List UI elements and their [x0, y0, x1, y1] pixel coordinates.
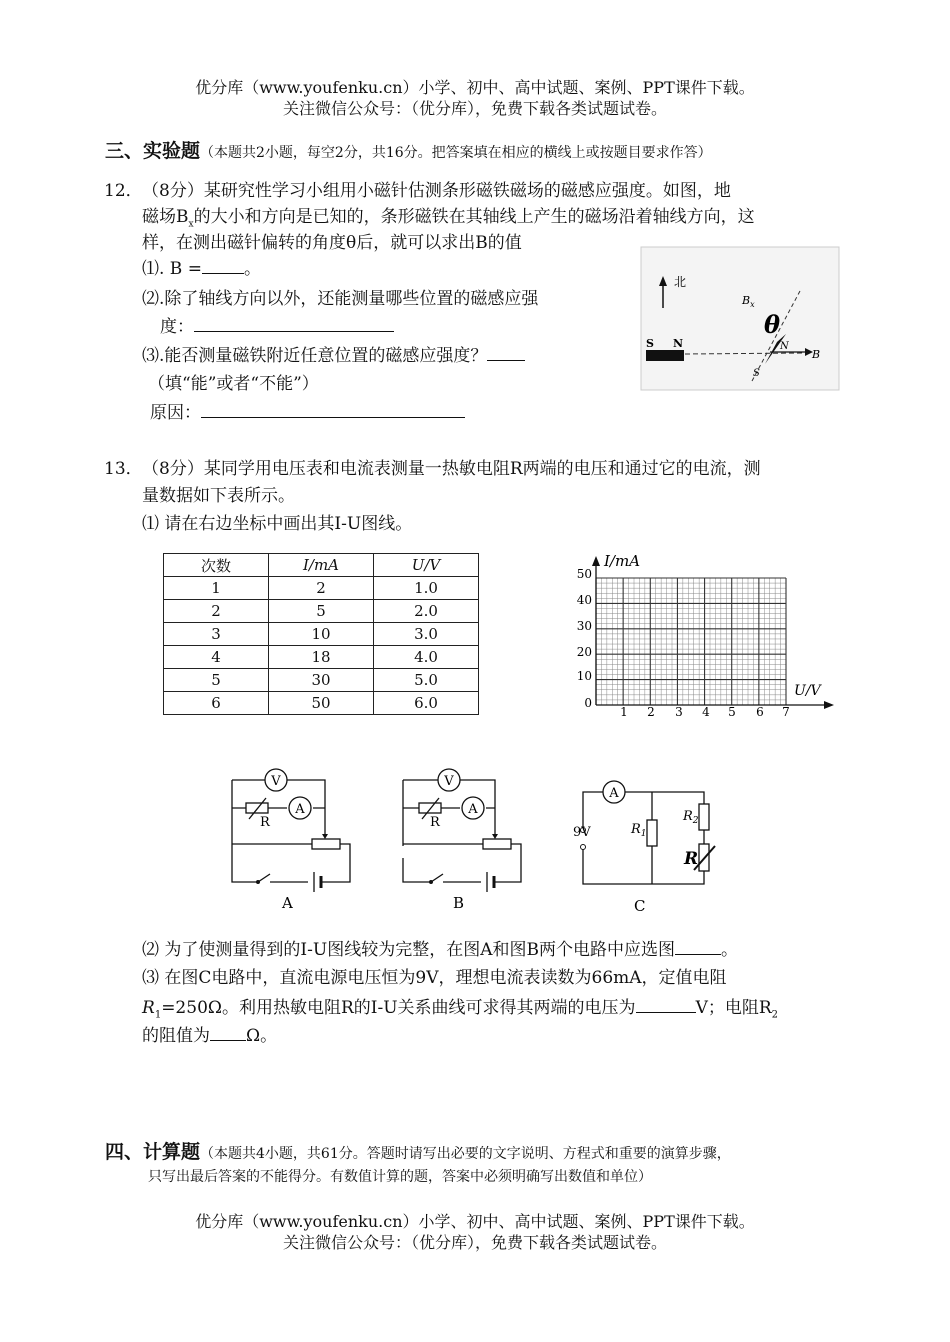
- q12-part-1-text: ⑴. B =: [142, 259, 202, 279]
- section-3-note: （本题共2小题，每空2分，共16分。把答案填在相应的横线上或按题目要求作答）: [200, 145, 712, 161]
- circuit-b-rheostat: [483, 839, 511, 849]
- circuit-c-source-label: 9V: [573, 825, 591, 840]
- graph-xlabel: U/V: [794, 683, 821, 699]
- bar-s-label: S: [646, 337, 654, 350]
- table-cell: 5.0: [374, 669, 479, 692]
- q12-reason-label: 原因：: [150, 403, 201, 423]
- table-cell: 2.0: [374, 600, 479, 623]
- theta-label: θ: [764, 310, 781, 339]
- q13-part-3c-text: 的阻值为: [142, 1026, 210, 1046]
- circuit-c: [570, 774, 720, 918]
- table-header: 次数: [164, 554, 269, 577]
- bar-magnet: [646, 350, 684, 361]
- q12-part-1: [142, 256, 261, 282]
- iu-graph[interactable]: [570, 548, 840, 720]
- circuit-c-a-label: A: [609, 786, 619, 801]
- table-cell: 6: [164, 692, 269, 715]
- table-cell: 4: [164, 646, 269, 669]
- table-cell: 18: [269, 646, 374, 669]
- graph-ytick: 10: [576, 669, 592, 683]
- circuit-b-slider: [492, 834, 498, 839]
- q12-number: 12．: [104, 181, 143, 201]
- section-4-heading: [105, 1137, 731, 1164]
- section-4-note-2: 只写出最后答案的不能得分。有数值计算的题，答案中必须明确写出数值和单位）: [148, 1169, 652, 1185]
- table-cell: 6.0: [374, 692, 479, 715]
- q13-line-2: 量数据如下表所示。: [142, 486, 295, 506]
- table-cell: 30: [269, 669, 374, 692]
- table-header-row: [164, 554, 479, 577]
- q13-part-1: ⑴ 请在右边坐标中画出其I-U图线。: [142, 514, 413, 534]
- graph-xtick: 3: [675, 705, 683, 719]
- graph-xtick: 6: [756, 705, 764, 719]
- circuit-c-terminal: [581, 845, 586, 850]
- graph-ylabel: I/mA: [604, 552, 641, 570]
- q12-line-1: （8分）某研究性学习小组用小磁针估测条形磁铁磁场的磁感应强度。如图，地: [142, 181, 731, 201]
- graph-x-arrowhead: [824, 701, 834, 709]
- q13-part-3a: ⑶ 在图C电路中，直流电源电压恒为9V，理想电流表读数为66mA，定值电阻: [142, 968, 727, 988]
- q13-r1-symbol: R: [142, 998, 155, 1018]
- q12-part-3: [142, 343, 525, 369]
- circuit-a-v-label: V: [271, 774, 281, 789]
- table-cell: 5: [164, 669, 269, 692]
- graph-y-arrowhead: [592, 556, 600, 566]
- circuit-a-rheostat: [312, 839, 340, 849]
- q13-part-3b-text: =250Ω。利用热敏电阻R的I-U关系曲线可求得其两端的电压为: [161, 998, 636, 1018]
- table-cell: 1.0: [374, 577, 479, 600]
- section-3-title: 三、实验题: [105, 140, 201, 162]
- circuit-c-r2: [699, 804, 709, 830]
- circuit-a-label: A: [282, 894, 293, 912]
- table-header: I/mA: [269, 554, 374, 577]
- needle-s-label: S: [753, 368, 760, 379]
- q12-line-3: 样，在测出磁针偏转的角度θ后，就可以求出B的值: [142, 233, 522, 253]
- q12-line-2-sub: x: [188, 219, 194, 230]
- q13-part-2-end: 。: [720, 940, 738, 960]
- q12-answer-3-blank[interactable]: [487, 344, 525, 361]
- q13-r1-sub: 1: [154, 1009, 162, 1021]
- b-label: B: [812, 348, 821, 361]
- graph-ytick: 50: [576, 567, 592, 581]
- q12-part-2b: [160, 314, 394, 340]
- circuit-b-label: B: [453, 894, 465, 912]
- table-row: [164, 577, 479, 600]
- circuit-b-switch-pivot: [429, 880, 433, 884]
- circuit-a-r-label: R: [260, 815, 270, 830]
- graph-xtick: 4: [702, 705, 710, 719]
- graph-xtick: 5: [728, 705, 736, 719]
- circuit-a-thermistor: [246, 803, 268, 813]
- circuit-a: [222, 764, 362, 912]
- q13-answer-2-blank[interactable]: [675, 938, 721, 955]
- section-3-heading: [105, 136, 712, 163]
- q13-resistance-blank[interactable]: [210, 1024, 246, 1041]
- q13-number: 13．: [104, 459, 143, 479]
- q13-voltage-blank[interactable]: [636, 996, 696, 1013]
- needle-n-label: N: [780, 341, 789, 352]
- circuit-a-a-label: A: [295, 802, 305, 817]
- q12-part-3-text: ⑶.能否测量磁铁附近任意位置的磁感应强度？: [142, 346, 488, 366]
- q13-r2-sub: 2: [771, 1009, 779, 1021]
- circuit-c-r2-label: $R_2$: [683, 809, 699, 826]
- table-row: [164, 669, 479, 692]
- q12-part-2b-text: 度：: [160, 317, 194, 337]
- table-row: [164, 692, 479, 715]
- circuit-c-rt-label: R: [684, 849, 699, 869]
- q12-line-2-b: 的大小和方向是已知的，条形磁铁在其轴线上产生的磁场沿着轴线方向，这: [193, 207, 755, 227]
- graph-fine-grid: [596, 578, 786, 705]
- graph-ytick: 20: [576, 645, 592, 659]
- q12-part-2a: ⑵.除了轴线方向以外，还能测量哪些位置的磁感应强: [142, 289, 539, 309]
- q12-answer-2-blank[interactable]: [194, 315, 394, 332]
- circuit-c-r1: [647, 820, 657, 846]
- figure-frame: [641, 247, 839, 390]
- circuit-a-switch: [258, 874, 270, 882]
- north-label: 北: [674, 275, 687, 289]
- graph-ytick: 40: [576, 593, 592, 607]
- q13-part-2: [142, 937, 738, 963]
- q13-part-2-text: ⑵ 为了使测量得到的I-U图线较为完整，在图A和图B两个电路中应选图: [142, 940, 675, 960]
- circuit-b-v-label: V: [444, 774, 454, 789]
- table-cell: 3: [164, 623, 269, 646]
- data-table: [163, 553, 479, 715]
- compass-figure: [640, 246, 840, 391]
- graph-xtick: 7: [782, 705, 790, 719]
- header-line-1: 优分库（www.youfenku.cn）小学、初中、高中试题、案例、PPT课件下载。: [195, 78, 755, 97]
- table-row: [164, 646, 479, 669]
- table-cell: 50: [269, 692, 374, 715]
- circuit-a-wires: [232, 780, 350, 882]
- section-4-title: 四、计算题: [105, 1141, 201, 1163]
- table-cell: 10: [269, 623, 374, 646]
- header-line-2: 关注微信公众号：（优分库），免费下载各类试题试卷。: [282, 99, 667, 118]
- table-cell: 2: [269, 577, 374, 600]
- footer-line-2: 关注微信公众号：（优分库），免费下载各类试题试卷。: [282, 1233, 667, 1252]
- table-header: U/V: [374, 554, 479, 577]
- graph-xtick: 1: [620, 705, 628, 719]
- circuit-a-switch-pivot: [256, 880, 260, 884]
- circuit-b-r-label: R: [430, 815, 440, 830]
- graph-major-grid: [596, 578, 786, 705]
- table-cell: 3.0: [374, 623, 479, 646]
- circuit-a-slider: [322, 834, 328, 839]
- q12-part-3-hint: （填“能”或者“不能”）: [148, 374, 319, 394]
- q13-part-3b-mid: V；电阻R: [695, 998, 772, 1018]
- graph-ytick: 0: [584, 696, 592, 710]
- bx-label: $B_x$: [742, 294, 755, 309]
- q13-line-1: （8分）某同学用电压表和电流表测量一热敏电阻R两端的电压和通过它的电流，测: [142, 459, 761, 479]
- circuit-c-r1-label: $R_1$: [631, 822, 647, 839]
- footer-line-1: 优分库（www.youfenku.cn）小学、初中、高中试题、案例、PPT课件下载。: [195, 1212, 755, 1231]
- q13-part-3c: [142, 1023, 277, 1049]
- q12-line-2-a: 磁场B: [142, 207, 189, 227]
- q12-answer-1-blank[interactable]: [202, 257, 244, 274]
- circuit-b-thermistor: [419, 803, 441, 813]
- q13-part-3c-end: Ω。: [246, 1026, 278, 1046]
- table-row: [164, 600, 479, 623]
- section-4-note-1: （本题共4小题，共61分。答题时请写出必要的文字说明、方程式和重要的演算步骤，: [200, 1146, 731, 1162]
- circuit-b: [395, 764, 535, 912]
- graph-xtick: 2: [647, 705, 655, 719]
- bar-n-label: N: [673, 337, 684, 350]
- graph-ytick: 30: [576, 619, 592, 633]
- table-row: [164, 623, 479, 646]
- table-cell: 4.0: [374, 646, 479, 669]
- circuit-c-label: C: [634, 897, 646, 915]
- table-cell: 1: [164, 577, 269, 600]
- circuit-b-a-label: A: [468, 802, 478, 817]
- table-cell: 2: [164, 600, 269, 623]
- table-cell: 5: [269, 600, 374, 623]
- q12-reason-blank[interactable]: [201, 401, 465, 418]
- circuit-b-switch: [431, 874, 443, 882]
- circuit-b-wires: [403, 780, 521, 882]
- q12-part-3-reason: [150, 400, 465, 426]
- q12-part-1-end: 。: [243, 259, 261, 279]
